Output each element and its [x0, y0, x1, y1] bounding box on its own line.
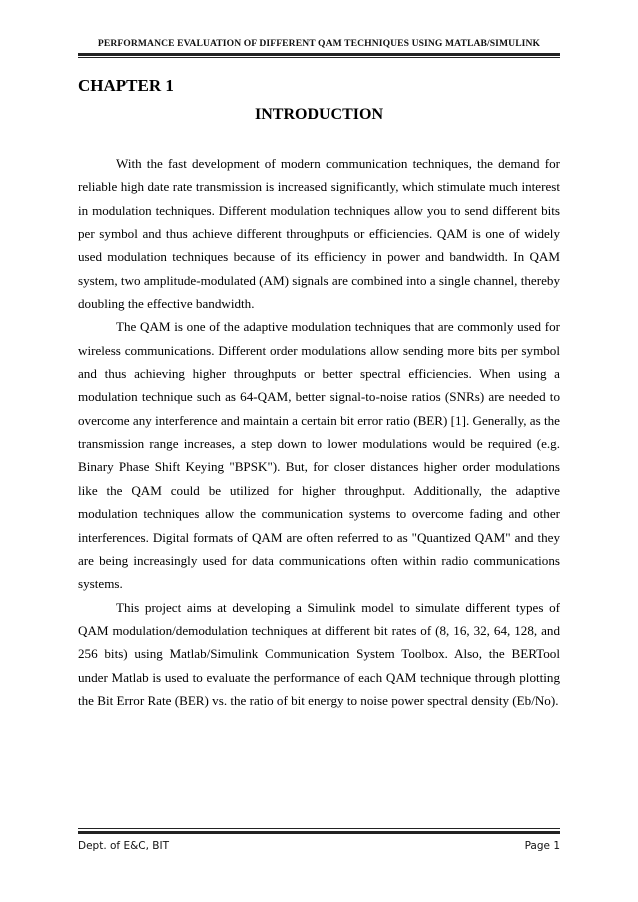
body-text	[78, 152, 560, 712]
paragraph-1: With the fast development of modern communication techniques, the demand for reliable high date rate transmission is increased significantly, which stimulate much interest in modulation techniques. Different modulation techniques allow you to send different bits per symbol and thus achieve different throughputs or efficiencies. QAM is one of widely used modulation techniques because of its efficiency in power and bandwidth. In QAM system, two amplitude-modulated (AM) signals are combined into a single channel, thereby doubling the effective bandwidth.	[78, 156, 560, 312]
header-rule-thick	[78, 53, 560, 56]
footer-rule-thin	[78, 828, 560, 829]
running-header: PERFORMANCE EVALUATION OF DIFFERENT QAM TECHNIQUES USING MATLAB/SIMULINK	[97, 38, 541, 49]
header-rule-thin	[78, 57, 560, 58]
chapter-label: CHAPTER 1	[78, 76, 174, 95]
chapter-title: INTRODUCTION	[254, 106, 383, 123]
footer-department: Dept. of E&C, BIT	[78, 840, 170, 852]
footer-page-number: Page 1	[524, 840, 560, 852]
paragraph-3: This project aims at developing a Simulink model to simulate different types of QAM modulation/demodulation techniques at different bit rates of (8, 16, 32, 64, 128, and 256 bits) using Matlab/Simulink Communication System Toolbox. Also, the BERTool under Matlab is used to evaluate the performance of each QAM technique through plotting the Bit Error Rate (BER) vs. the ratio of bit energy to noise power spectral density (Eb/No).	[78, 599, 560, 708]
footer-rule-thick	[78, 831, 560, 834]
paragraph-2: The QAM is one of the adaptive modulation techniques that are commonly used for wireless communications. Different order modulations allow sending more bits per symbol and thus achieving higher throughputs or better spectral efficiencies. When using a modulation technique such as 64-QAM, better signal-to-noise ratios (SNRs) are needed to overcome any interference and maintain a certain bit error ratio (BER) [1]. Generally, as the transmission range increases, a step down to lower modulations would be required (e.g. Binary Phase Shift Keying "BPSK"). But, for closer distances higher order modulations like the QAM could be utilized for higher throughput. Additionally, the adaptive modulation techniques allow the communication systems to overcome fading and other interferences. Digital formats of QAM are often referred to as "Quantized QAM" and they are being increasingly used for data communications often within radio communications systems.	[78, 319, 560, 592]
